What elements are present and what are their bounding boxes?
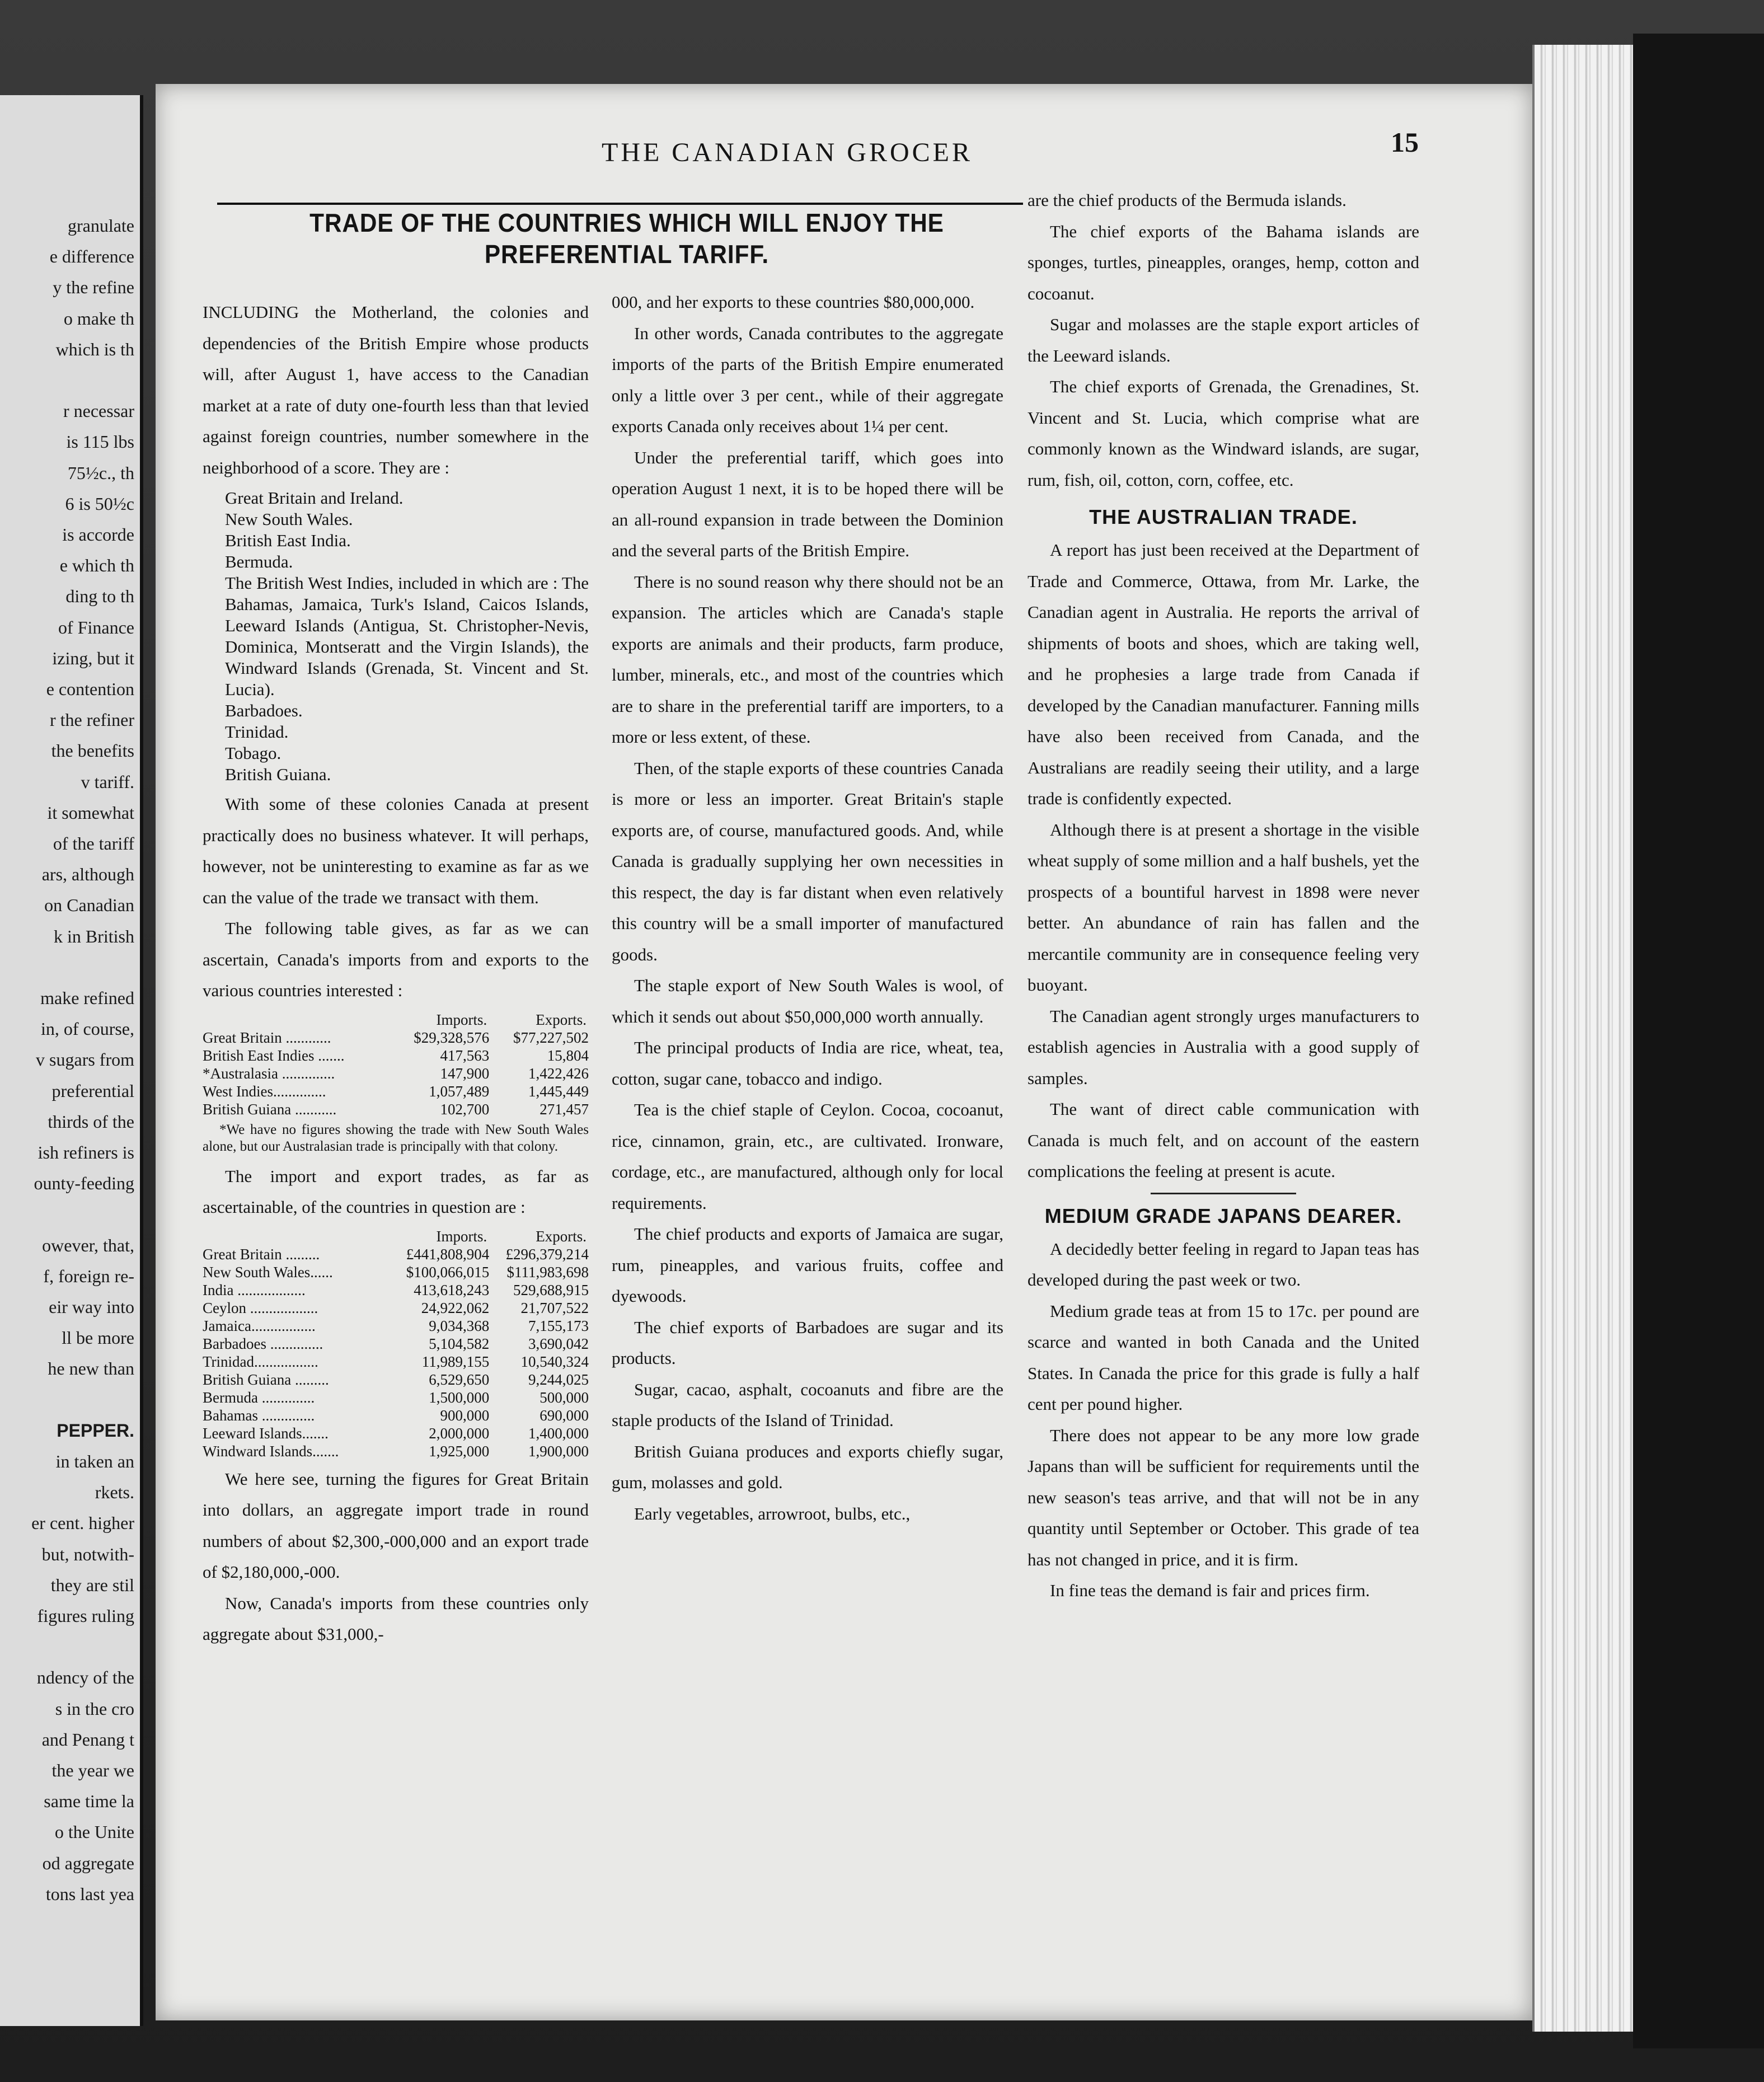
- exports-cell: $77,227,502: [513, 1029, 589, 1046]
- imports-cell: $100,066,015: [406, 1263, 490, 1281]
- paragraph: 000, and her exports to these countries $80,000,000.: [612, 292, 975, 312]
- left-page-line: figures ruling: [37, 1606, 134, 1626]
- imports-cell: 147,900: [440, 1065, 490, 1082]
- left-page-line: which is th: [55, 339, 134, 359]
- list-item: Barbadoes.: [225, 701, 303, 720]
- table-row: [203, 1299, 589, 1317]
- exports-cell: 271,457: [539, 1100, 589, 1118]
- paragraph: Sugar and molasses are the staple export articles of the Leeward islands.: [1028, 315, 1419, 365]
- left-page-line: e contention: [46, 679, 134, 699]
- left-page-line: preferential: [51, 1080, 134, 1101]
- left-page-line: ll be more: [62, 1328, 134, 1348]
- left-page-line: they are stil: [50, 1574, 134, 1595]
- intro-paragraph: INCLUDING the Motherland, the colonies and dependencies of the British Empire whose products will, after August 1, have access to the Canadian market at a rate of duty one-fourth less than that levied against foreign countries, number somewhere in the neighborhood of a score. They are :: [203, 302, 589, 477]
- exports-cell: 690,000: [539, 1406, 589, 1424]
- paragraph: The following table gives, as far as we can ascertain, Canada's imports from and exports to the various countries interested :: [203, 918, 589, 1000]
- column-2: [612, 287, 1003, 1529]
- colony-list: [225, 487, 589, 785]
- table-row: [203, 1424, 589, 1442]
- countries-trade-table: [203, 1227, 589, 1460]
- imports-cell: 9,034,368: [429, 1317, 490, 1334]
- left-page-line: izing, but it: [52, 648, 134, 668]
- left-page-line: it somewhat: [47, 802, 134, 823]
- table-row: [203, 1100, 589, 1118]
- canada-trade-table: [203, 1011, 589, 1118]
- left-page-line: and Penang t: [41, 1729, 134, 1750]
- imports-cell: 102,700: [440, 1100, 490, 1118]
- table-row: [203, 1371, 589, 1389]
- left-page-line: o make th: [63, 308, 134, 329]
- table-row: [203, 1245, 589, 1263]
- left-page-line: rkets.: [95, 1482, 134, 1503]
- table-row: [203, 1442, 589, 1460]
- imports-cell: 1,925,000: [429, 1442, 490, 1460]
- country-cell: Windward Islands.......: [203, 1442, 339, 1460]
- left-page-line: y the refine: [53, 277, 134, 298]
- exports-cell: 21,707,522: [520, 1299, 589, 1316]
- paragraph: Medium grade teas at from 15 to 17c. per pound are scarce and wanted in both Canada and the United States. In Canada the price for this grade is fully a half cent per pound higher.: [1028, 1301, 1419, 1414]
- imports-cell: £441,808,904: [406, 1245, 490, 1263]
- left-page-line: thirds of the: [48, 1111, 134, 1132]
- table-row: [203, 1065, 589, 1082]
- paragraph: There does not appear to be any more low grade Japans than will be sufficient for requirements until the new season's teas arrive, and that will not be in any quantity until September or October. This grade of tea has not changed in price, and it is firm.: [1028, 1425, 1419, 1569]
- exports-cell: 3,690,042: [528, 1335, 589, 1352]
- imports-cell: 413,618,243: [414, 1281, 490, 1298]
- imports-cell: 11,989,155: [421, 1353, 490, 1370]
- page-number: 15: [1391, 126, 1419, 158]
- country-cell: Jamaica.................: [203, 1317, 316, 1334]
- left-page-line: same time la: [44, 1791, 134, 1812]
- country-cell: Bermuda ..............: [203, 1389, 315, 1406]
- article-headline: TRADE OF THE COUNTRIES WHICH WILL ENJOY THE PREFERENTIAL TARIFF.: [309, 208, 944, 269]
- imports-cell: 6,529,650: [429, 1371, 490, 1388]
- list-item: Great Britain and Ireland.: [225, 488, 404, 508]
- left-page-line: the year we: [51, 1760, 134, 1780]
- left-page-line: er cent. higher: [31, 1513, 134, 1534]
- paragraph: Although there is at present a shortage in the visible wheat supply of some million and a half bushels, yet the prospects of a bountiful harvest in 1898 were never better. An abundance of rain has fallen and the mercantile community are in consequence feeling very buoyant.: [1028, 819, 1419, 995]
- paragraph: In fine teas the demand is fair and prices firm.: [1050, 1581, 1370, 1600]
- list-item-west-indies: The British West Indies, included in which are : The Bahamas, Jamaica, Turk's Island, Caicos Islands, Leeward Islands (Antigua, St. Christopher-Nevis, Dominica, Montseratt and the Virgin Islands), the Windward Islands (Grenada, St. Vincent and St. Lucia).: [225, 573, 589, 699]
- exports-cell: 500,000: [539, 1389, 589, 1406]
- left-page-line: e difference: [49, 246, 134, 267]
- book-page-edges: [1532, 45, 1635, 2032]
- paragraph: The want of direct cable communication with Canada is much felt, and on account of the eastern complications the feeling at present is acute.: [1028, 1099, 1419, 1181]
- imports-cell: 24,922,062: [421, 1299, 490, 1316]
- left-page-line: 6 is 50½c: [65, 493, 134, 514]
- left-page-line: s in the cro: [55, 1698, 134, 1719]
- left-page-line: o the Unite: [54, 1822, 134, 1842]
- paragraph: The principal products of India are rice, wheat, tea, cotton, sugar cane, tobacco and indigo.: [612, 1038, 1003, 1089]
- exports-cell: £296,379,214: [505, 1245, 589, 1263]
- paragraph: Early vegetables, arrowroot, bulbs, etc.,: [634, 1503, 911, 1523]
- left-page-line: granulate: [67, 215, 134, 236]
- exports-cell: 15,804: [547, 1047, 589, 1064]
- left-page-line: but, notwith-: [41, 1544, 134, 1564]
- left-page-line: k in British: [53, 926, 134, 946]
- section-divider: [1151, 1193, 1296, 1194]
- column-header: Imports.: [436, 1227, 487, 1245]
- list-item: New South Wales.: [225, 509, 353, 529]
- left-page-line: ars, although: [41, 864, 134, 885]
- left-page-line: is accorde: [62, 524, 134, 545]
- left-page-line: of the tariff: [53, 833, 134, 854]
- section-heading-australian: THE AUSTRALIAN TRADE.: [1089, 505, 1358, 528]
- imports-cell: 1,500,000: [429, 1389, 490, 1406]
- table-footnote: *We have no figures showing the trade with New South Wales alone, but our Australasian trade is principally with that colony.: [203, 1122, 589, 1154]
- imports-cell: $29,328,576: [414, 1029, 490, 1046]
- table-row: [203, 1353, 589, 1371]
- country-cell: *Australasia ..............: [203, 1065, 335, 1082]
- left-page-line: on Canadian: [44, 895, 134, 916]
- paragraph: Tea is the chief staple of Ceylon. Cocoa, cocoanut, rice, cinnamon, grain, etc., are cultivated. Ironware, cordage, etc., are manufactured, although only for local requirements.: [612, 1100, 1003, 1213]
- left-page-line: in taken an: [55, 1451, 134, 1471]
- country-cell: British East Indies .......: [203, 1047, 345, 1064]
- left-page-line: r necessar: [63, 401, 134, 421]
- list-item: British Guiana.: [225, 765, 331, 784]
- left-page-line: e which th: [59, 555, 134, 576]
- country-cell: India ..................: [203, 1281, 306, 1298]
- country-cell: British Guiana ...........: [203, 1100, 337, 1118]
- left-page-line: ding to th: [65, 586, 134, 607]
- country-cell: New South Wales......: [203, 1263, 333, 1281]
- left-page-line: eir way into: [49, 1297, 134, 1317]
- paragraph: A report has just been received at the Department of Trade and Commerce, Ottawa, from Mr. Larke, the Canadian agent in Australia. He reports the arrival of shipments of boots and shoes, which are taking well, and he prophesies a large trade from Canada if developed by the Canadian manufacturer. Fanning mills have also been received from Canada, and the Australians are readily seeing their utility, and a large trade is confidently expected.: [1028, 540, 1419, 808]
- table-header-row: [203, 1011, 589, 1029]
- country-cell: Ceylon ..................: [203, 1299, 318, 1316]
- country-cell: British Guiana .........: [203, 1371, 329, 1388]
- paragraph: The chief exports of the Bahama islands are sponges, turtles, pineapples, oranges, hemp, cotton and cocoanut.: [1028, 221, 1419, 303]
- paragraph: A decidedly better feeling in regard to Japan teas has developed during the past week or two.: [1028, 1239, 1419, 1289]
- paragraph: The chief products and exports of Jamaica are sugar, rum, pineapples, and various fruits, coffee and dyewoods.: [612, 1224, 1003, 1306]
- imports-cell: 5,104,582: [429, 1335, 490, 1352]
- list-item: British East India.: [225, 531, 351, 550]
- country-cell: Barbadoes ..............: [203, 1335, 323, 1352]
- left-page-line: v tariff.: [81, 771, 134, 792]
- imports-cell: 900,000: [440, 1406, 490, 1424]
- left-page-line: PEPPER.: [57, 1420, 134, 1441]
- paragraph: The Canadian agent strongly urges manufacturers to establish agencies in Australia with a good supply of samples.: [1028, 1006, 1419, 1088]
- book-cover-edge: [1633, 34, 1764, 2048]
- paragraph: The import and export trades, as far as ascertainable, of the countries in question are :: [203, 1166, 589, 1217]
- exports-cell: 10,540,324: [520, 1353, 589, 1370]
- list-item: Bermuda.: [225, 552, 293, 571]
- left-page-line: he new than: [48, 1358, 134, 1379]
- paragraph: Sugar, cacao, asphalt, cocoanuts and fibre are the staple products of the Island of Trinidad.: [612, 1379, 1003, 1430]
- section-heading-japans: MEDIUM GRADE JAPANS DEARER.: [1044, 1204, 1402, 1227]
- paragraph: The chief exports of Grenada, the Grenadines, St. Vincent and St. Lucia, which comprise what are commonly known as the Windward islands, are sugar, rum, fish, oil, cotton, corn, coffee, etc.: [1028, 377, 1419, 490]
- left-page-line: ish refiners is: [37, 1142, 134, 1162]
- imports-cell: 1,057,489: [429, 1082, 490, 1100]
- left-page-line: of Finance: [58, 617, 134, 637]
- table-row: [203, 1263, 589, 1281]
- table-row: [203, 1029, 589, 1047]
- left-page-line: od aggregate: [42, 1853, 134, 1873]
- paragraph: Now, Canada's imports from these countries only aggregate about $31,000,-: [203, 1593, 589, 1644]
- column-1: [203, 297, 589, 1650]
- country-cell: Great Britain .........: [203, 1245, 320, 1263]
- paragraph: are the chief products of the Bermuda islands.: [1028, 190, 1347, 210]
- left-page-line: r the refiner: [49, 710, 134, 730]
- country-cell: Trinidad.................: [203, 1353, 318, 1370]
- left-page-line: f, foreign re-: [43, 1265, 134, 1286]
- list-item: Trinidad.: [225, 722, 289, 742]
- imports-cell: 2,000,000: [429, 1424, 490, 1442]
- country-cell: Leeward Islands.......: [203, 1424, 329, 1442]
- paragraph: The chief exports of Barbadoes are sugar and its products.: [612, 1317, 1003, 1368]
- list-item: Tobago.: [225, 743, 282, 763]
- table-header-row: [203, 1227, 589, 1245]
- table-row: [203, 1406, 589, 1424]
- paragraph: Then, of the staple exports of these countries Canada is more or less an importer. Great Britain's staple exports are, of course, manufactured goods. And, while Canada is gradually supplying her own necessities in this respect, the day is far distant when even relatively this country will be a small importer of manufactured goods.: [612, 758, 1003, 964]
- country-cell: Bahamas ..............: [203, 1406, 315, 1424]
- exports-cell: $111,983,698: [506, 1263, 589, 1281]
- paragraph: There is no sound reason why there should not be an expansion. The articles which are Canada's staple exports are animals and their products, farm produce, lumber, minerals, etc., and most of the countries which are to share in the preferential tariff are importers, to a more or less extent, of these.: [612, 571, 1003, 747]
- exports-cell: 1,422,426: [528, 1065, 589, 1082]
- table-row: [203, 1317, 589, 1335]
- column-header: Exports.: [536, 1011, 587, 1028]
- left-page-line: in, of course,: [40, 1019, 134, 1039]
- table-row: [203, 1082, 589, 1100]
- exports-cell: 1,900,000: [528, 1442, 589, 1460]
- exports-cell: 1,400,000: [528, 1424, 589, 1442]
- left-page-line: 75½c., th: [67, 462, 134, 483]
- left-page-line: make refined: [40, 988, 134, 1008]
- paragraph: In other words, Canada contributes to the aggregate imports of the parts of the British Empire enumerated only a little over 3 per cent., while of their aggregate exports Canada only receives about 1¼ per cent.: [612, 323, 1003, 436]
- left-page-line: the benefits: [51, 740, 134, 761]
- table-row: [203, 1389, 589, 1406]
- exports-cell: 7,155,173: [528, 1317, 589, 1334]
- country-cell: West Indies..............: [203, 1082, 326, 1100]
- paragraph: The staple export of New South Wales is wool, of which it sends out about $50,000,000 worth annually.: [612, 976, 1003, 1026]
- running-title: THE CANADIAN GROCER: [602, 138, 973, 167]
- left-page-line: ndency of the: [36, 1667, 134, 1688]
- paragraph: British Guiana produces and exports chiefly sugar, gum, molasses and gold.: [612, 1441, 1003, 1492]
- left-page-line: tons last yea: [45, 1883, 134, 1904]
- table-row: [203, 1047, 589, 1065]
- exports-cell: 9,244,025: [528, 1371, 589, 1388]
- table-row: [203, 1335, 589, 1353]
- column-header: Exports.: [536, 1227, 587, 1245]
- paragraph: With some of these colonies Canada at present practically does no business whatever. It will perhaps, however, not be uninteresting to examine as far as we can the value of the trade we transact with them.: [203, 794, 589, 907]
- left-page-line: ounty-feeding: [34, 1173, 134, 1194]
- table-row: [203, 1281, 589, 1299]
- country-cell: Great Britain ............: [203, 1029, 331, 1046]
- column-header: Imports.: [436, 1011, 487, 1028]
- left-page-line: is 115 lbs: [66, 432, 134, 452]
- paragraph: We here see, turning the figures for Great Britain into dollars, an aggregate import trade in round numbers of about $2,300,-000,000 and an export trade of $2,180,000,-000.: [203, 1469, 589, 1582]
- imports-cell: 417,563: [440, 1047, 490, 1064]
- left-page-fragment: [0, 95, 143, 2026]
- column-3: [1028, 185, 1419, 1606]
- exports-cell: 1,445,449: [528, 1082, 589, 1100]
- paragraph: Under the preferential tariff, which goes into operation August 1 next, it is to be hoped there will be an all-round expansion in trade between the Dominion and the several parts of the British Empire.: [612, 447, 1003, 560]
- headline-rule: [217, 203, 1023, 205]
- left-page-line: owever, that,: [42, 1235, 134, 1255]
- left-page-line: v sugars from: [36, 1049, 134, 1070]
- exports-cell: 529,688,915: [513, 1281, 589, 1298]
